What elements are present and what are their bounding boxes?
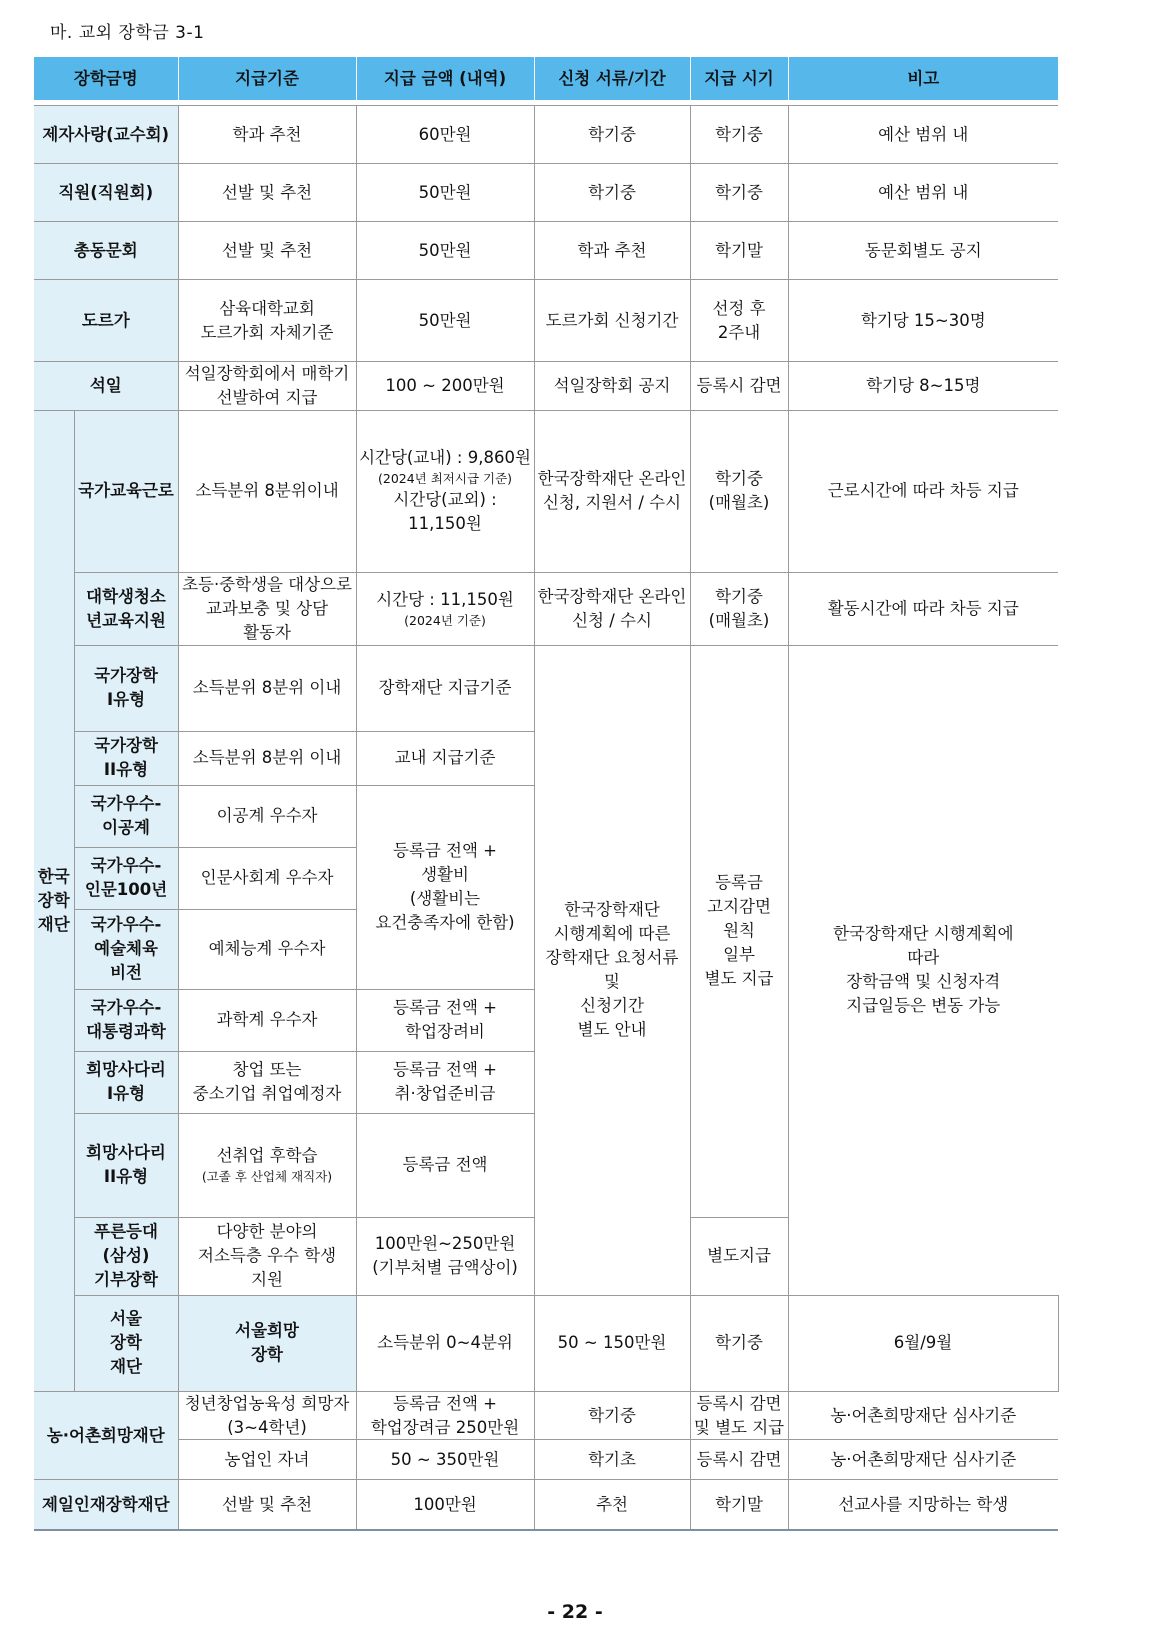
- criteria-line: 교과보충 및 상담 활동자: [205, 598, 329, 642]
- row-criteria: 예체능계 우수자: [178, 909, 356, 989]
- row-name: 국가교육근로: [74, 410, 178, 572]
- row-amount: [356, 989, 534, 1051]
- row-timing: [690, 572, 788, 645]
- row-amount: 100 ~ 200만원: [356, 362, 534, 411]
- table-row: [34, 1295, 1058, 1391]
- row-timing: [690, 280, 788, 362]
- apply-line: 한국장학재단 온라인: [537, 586, 687, 606]
- name-line: I유형: [106, 1084, 146, 1104]
- name-line: 서울희망: [235, 1321, 299, 1341]
- criteria-line: 선취업 후학습: [216, 1146, 318, 1166]
- row-amount: 등록금 전액: [356, 1113, 534, 1217]
- row-criteria: [178, 1391, 356, 1440]
- amount-line: 생활비: [421, 865, 469, 885]
- amount-line: 등록금 전액 +: [393, 841, 498, 861]
- amount-line: 시간당 : 11,150원: [376, 589, 514, 609]
- row-name: 총동문회: [34, 222, 178, 280]
- row-amount: [356, 410, 534, 572]
- row-amount: [356, 572, 534, 645]
- apply-line: 신청 / 수시: [572, 610, 652, 630]
- amount-line: (생활비는: [409, 889, 481, 909]
- table-row: [34, 280, 1058, 362]
- criteria-line: 석일장학회에서 매학기: [184, 364, 350, 383]
- timing-line: 선정 후: [712, 298, 766, 318]
- timing-line: 학기중: [715, 469, 763, 489]
- timing-line: 고지감면: [707, 897, 771, 917]
- row-criteria: 선발 및 추천: [178, 164, 356, 222]
- name-line: 희망사다리: [86, 1060, 166, 1080]
- apply-line: 한국장학재단 온라인: [537, 469, 687, 489]
- row-criteria: 이공계 우수자: [178, 785, 356, 847]
- row-apply: 학과 추천: [534, 222, 690, 280]
- row-note: 학기당 15~30명: [788, 280, 1058, 362]
- row-criteria: [178, 1113, 356, 1217]
- row-name: [74, 1051, 178, 1113]
- row-name: [74, 572, 178, 645]
- merged-apply: [534, 645, 690, 1295]
- merged-timing: [690, 645, 788, 1217]
- criteria-line: (3~4학년): [227, 1417, 307, 1437]
- criteria-line: 초등·중학생을 대상으로: [182, 574, 352, 594]
- criteria-line: 중소기업 취업예정자: [192, 1084, 342, 1104]
- row-timing: 학기말: [690, 222, 788, 280]
- amount-line: 등록금 전액 +: [393, 998, 498, 1018]
- row-note: 농·어촌희망재단 심사기준: [788, 1440, 1058, 1480]
- note-line: 장학금액 및 신청자격: [846, 972, 1001, 992]
- name-line: 기부장학: [94, 1270, 158, 1290]
- row-amount: [356, 1391, 534, 1440]
- col-header-amount: 지급 금액 (내역): [356, 57, 534, 101]
- row-name: 제일인재장학재단: [34, 1480, 178, 1530]
- apply-line: 한국장학재단: [564, 900, 660, 920]
- timing-line: 별도 지급: [704, 968, 774, 988]
- row-criteria: 선발 및 추천: [178, 222, 356, 280]
- row-timing: 학기중: [690, 106, 788, 164]
- row-note: 학기당 8~15명: [788, 362, 1058, 411]
- name-line: 희망사다리: [86, 1143, 166, 1163]
- row-timing: 학기말: [690, 1480, 788, 1530]
- row-amount: 50만원: [356, 222, 534, 280]
- amount-line: (기부처별 금액상이): [372, 1258, 518, 1278]
- amount-note: (2024년 기준): [404, 612, 486, 628]
- criteria-line: 저소득층 우수 학생: [198, 1246, 337, 1266]
- row-name: [74, 785, 178, 847]
- criteria-line: 창업 또는: [232, 1060, 302, 1080]
- amount-line: 시간당(교내) : 9,860원: [359, 448, 531, 468]
- criteria-line: 도르가회 자체기준: [200, 322, 334, 342]
- row-timing: [690, 1391, 788, 1440]
- name-line: 국가우수-: [90, 915, 162, 935]
- table-row: [34, 362, 1058, 411]
- row-amount: 50만원: [356, 164, 534, 222]
- row-note: 예산 범위 내: [788, 164, 1058, 222]
- note-line: 지급일등은 변동 가능: [846, 996, 1001, 1016]
- amount-line: 등록금 전액 +: [393, 1060, 498, 1080]
- group-seoul: [74, 1295, 178, 1391]
- row-criteria: 인문사회계 우수자: [178, 847, 356, 909]
- note-line: 따라: [907, 948, 940, 968]
- row-note: 근로시간에 따라 차등 지급: [788, 410, 1058, 572]
- group-line: 한국: [37, 866, 70, 886]
- name-line: 인문100년: [84, 880, 168, 900]
- group-kosaf: [34, 410, 74, 1391]
- col-header-timing: 지급 시기: [690, 57, 788, 101]
- table-row: [34, 222, 1058, 280]
- col-header-criteria: 지급기준: [178, 57, 356, 101]
- criteria-line: 삼육대학교회: [219, 298, 315, 318]
- row-criteria: [178, 1217, 356, 1295]
- row-apply: 추천: [534, 1480, 690, 1530]
- timing-line: 학기중: [715, 586, 763, 606]
- group-line: 장학: [37, 890, 70, 910]
- row-criteria: 소득분위 8분위 이내: [178, 645, 356, 731]
- row-criteria: [178, 572, 356, 645]
- row-criteria: 소득분위 8분위이내: [178, 410, 356, 572]
- amount-line: 학업장려금 250만원: [370, 1417, 520, 1437]
- table-row: [34, 106, 1058, 164]
- row-amount: 60만원: [356, 106, 534, 164]
- row-amount: 50 ~ 150만원: [534, 1295, 690, 1391]
- timing-line: 등록금: [715, 873, 763, 893]
- apply-line: 별도 안내: [577, 1019, 647, 1039]
- row-name: [74, 731, 178, 785]
- row-criteria: 소득분위 0~4분위: [356, 1295, 534, 1391]
- row-timing: 학기중: [690, 164, 788, 222]
- name-line: 국가우수-: [90, 998, 162, 1018]
- row-amount: [356, 1051, 534, 1113]
- group-line: 재단: [37, 914, 70, 934]
- row-apply: [534, 410, 690, 572]
- row-name: [74, 909, 178, 989]
- row-note: 동문회별도 공지: [788, 222, 1058, 280]
- note-line: 한국장학재단 시행계획에: [832, 924, 1014, 944]
- apply-line: 및: [604, 972, 620, 992]
- row-note: 활동시간에 따라 차등 지급: [788, 572, 1058, 645]
- row-amount: 100만원: [356, 1480, 534, 1530]
- row-amount: 교내 지급기준: [356, 731, 534, 785]
- criteria-line: 지원: [251, 1270, 283, 1290]
- section-heading: 마. 교외 장학금 3-1: [50, 23, 205, 43]
- row-criteria: [178, 362, 356, 411]
- table-header-row: [34, 57, 1058, 101]
- timing-line: 일부: [723, 945, 755, 965]
- scholarship-table: [34, 56, 1058, 1531]
- criteria-note: (고졸 후 산업체 재직자): [201, 1169, 333, 1184]
- apply-line: 시행계획에 따른: [553, 924, 671, 944]
- row-amount: 50 ~ 350만원: [356, 1440, 534, 1480]
- row-name: [74, 645, 178, 731]
- amount-line: 취·창업준비금: [394, 1084, 496, 1104]
- amount-line: 학업장려비: [405, 1022, 485, 1042]
- apply-line: 장학재단 요청서류: [545, 948, 679, 968]
- name-line: 장학: [251, 1345, 283, 1365]
- page-number: - 22 -: [547, 1601, 603, 1623]
- merged-amount: [356, 785, 534, 989]
- table-row: [34, 410, 1058, 572]
- name-line: I유형: [106, 690, 146, 710]
- row-name: 제자사랑(교수회): [34, 106, 178, 164]
- row-amount: 50만원: [356, 280, 534, 362]
- timing-line: 원칙: [723, 921, 755, 941]
- apply-line: 신청, 지원서 / 수시: [542, 493, 682, 513]
- table-row: [34, 645, 1058, 731]
- name-line: II유형: [103, 760, 149, 780]
- row-criteria: 학과 추천: [178, 106, 356, 164]
- amount-note: (2024년 최저시급 기준): [377, 471, 513, 487]
- criteria-line: 청년창업농육성 희망자: [184, 1393, 350, 1413]
- col-header-apply: 신청 서류/기간: [534, 57, 690, 101]
- row-timing: 별도지급: [690, 1217, 788, 1295]
- row-apply: 학기중: [534, 164, 690, 222]
- apply-line: 신청기간: [580, 996, 644, 1016]
- name-line: 국가우수-: [90, 794, 162, 814]
- row-note: 농·어촌희망재단 심사기준: [788, 1391, 1058, 1440]
- row-apply: 학기중: [534, 106, 690, 164]
- timing-line: (매월초): [708, 493, 770, 513]
- row-name: 도르가: [34, 280, 178, 362]
- row-timing: 등록시 감면: [690, 362, 788, 411]
- row-amount: 장학재단 지급기준: [356, 645, 534, 731]
- group-line: 서울: [110, 1309, 142, 1329]
- name-line: II유형: [103, 1167, 149, 1187]
- row-name: 석일: [34, 362, 178, 411]
- row-name: 직원(직원회): [34, 164, 178, 222]
- name-line: 비전: [110, 963, 142, 983]
- row-apply: [534, 572, 690, 645]
- row-name: [74, 847, 178, 909]
- col-header-note: 비고: [788, 57, 1058, 101]
- row-apply: 석일장학회 공지: [534, 362, 690, 411]
- amount-line: 요건충족자에 한함): [375, 913, 515, 933]
- group-line: 장학: [110, 1333, 142, 1353]
- row-criteria: 선발 및 추천: [178, 1480, 356, 1530]
- row-criteria: 소득분위 8분위 이내: [178, 731, 356, 785]
- row-criteria: [178, 1051, 356, 1113]
- amount-line: 100만원~250만원: [374, 1234, 516, 1254]
- col-header-name: 장학금명: [34, 57, 178, 101]
- amount-line: 등록금 전액 +: [393, 1393, 498, 1413]
- criteria-line: 선발하여 지급: [216, 387, 318, 407]
- row-name: [74, 989, 178, 1051]
- row-name: [178, 1295, 356, 1391]
- name-line: 년교육지원: [86, 610, 166, 630]
- name-line: 국가우수-: [90, 856, 162, 876]
- name-line: 대학생청소: [86, 586, 166, 606]
- table-row: [34, 1480, 1058, 1530]
- name-line: 이공계: [102, 818, 150, 838]
- amount-line: 시간당(교외) : 11,150원: [393, 490, 497, 534]
- row-amount: [356, 1217, 534, 1295]
- row-name: [74, 1113, 178, 1217]
- table-row: [34, 1391, 1058, 1440]
- timing-line: (매월초): [708, 610, 770, 630]
- row-note: 예산 범위 내: [788, 106, 1058, 164]
- row-note: 선교사를 지망하는 학생: [788, 1480, 1058, 1530]
- table-row: [34, 572, 1058, 645]
- name-line: 대통령과학: [86, 1022, 166, 1042]
- timing-line: 2주내: [717, 322, 761, 342]
- row-timing: 등록시 감면: [690, 1440, 788, 1480]
- timing-line: 등록시 감면: [696, 1393, 782, 1413]
- name-line: 푸른등대: [94, 1222, 158, 1242]
- row-apply: 도르가회 신청기간: [534, 280, 690, 362]
- row-criteria: [178, 280, 356, 362]
- table-row: [34, 164, 1058, 222]
- row-timing: 6월/9월: [788, 1295, 1058, 1391]
- row-criteria: 과학계 우수자: [178, 989, 356, 1051]
- row-apply: 학기중: [534, 1391, 690, 1440]
- name-line: 국가장학: [94, 666, 158, 686]
- criteria-line: 다양한 분야의: [216, 1222, 318, 1242]
- table-row: [34, 1440, 1058, 1480]
- row-name: [74, 1217, 178, 1295]
- row-criteria: 농업인 자녀: [178, 1440, 356, 1480]
- row-apply: 학기중: [690, 1295, 788, 1391]
- group-line: 재단: [110, 1357, 142, 1377]
- name-line: 예술체육: [94, 939, 158, 959]
- row-apply: 학기초: [534, 1440, 690, 1480]
- name-line: 국가장학: [94, 736, 158, 756]
- timing-line: 및 별도 지급: [693, 1417, 785, 1437]
- group-farm: 농·어촌희망재단: [34, 1391, 178, 1480]
- merged-note: [788, 645, 1058, 1295]
- name-line: (삼성): [102, 1246, 150, 1266]
- row-timing: [690, 410, 788, 572]
